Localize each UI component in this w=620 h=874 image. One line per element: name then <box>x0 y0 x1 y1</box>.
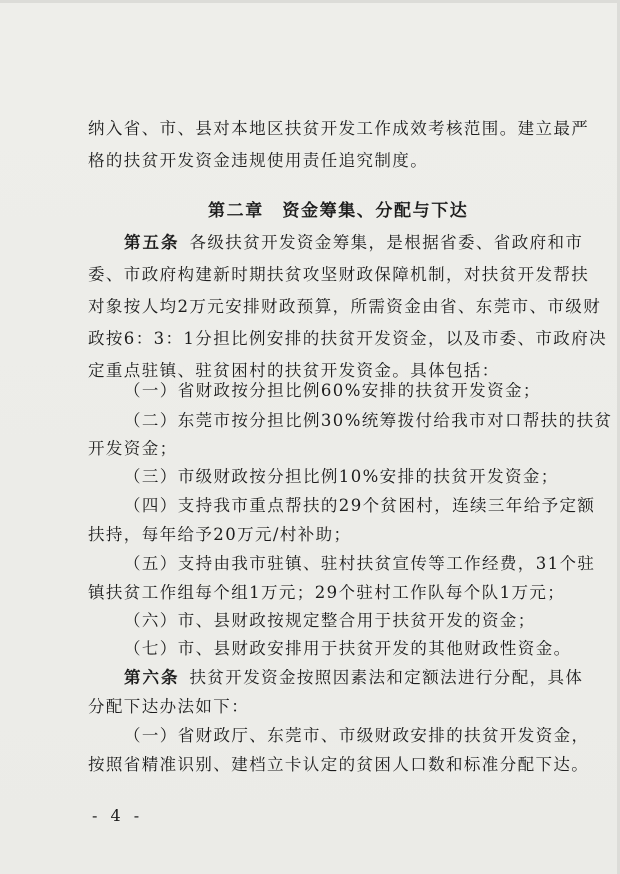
article5-item-4-cont: 扶持，每年给予20万元/村补助； <box>88 525 352 544</box>
article5-line: 委、市政府构建新时期扶贫攻坚财政保障机制，对扶贫开发帮扶 <box>88 265 590 284</box>
article6-first-line <box>124 667 583 689</box>
article5-item-3: （三）市级财政按分担比例10%安排的扶贫开发资金； <box>124 467 559 486</box>
chapter-heading: 第二章 资金筹集、分配与下达 <box>208 201 469 221</box>
article5-item-4: （四）支持我市重点帮扶的29个贫困村，连续三年给予定额 <box>124 496 596 515</box>
article6-line: 分配下达办法如下： <box>88 697 250 716</box>
article5-line: 政按6：3：1分担比例安排的扶贫开发资金，以及市委、市政府决 <box>88 329 607 348</box>
article5-item-1: （一）省财政按分担比例60%安排的扶贫开发资金； <box>124 381 541 400</box>
article5-first-line <box>124 232 583 254</box>
article5-first-text: 各级扶贫开发资金筹集，是根据省委、省政府和市 <box>189 233 584 252</box>
article6-item-1-cont: 按照省精准识别、建档立卡认定的贫困人口数和标准分配下达。 <box>88 755 590 774</box>
article6-label: 第六条 <box>124 668 180 687</box>
article5-label: 第五条 <box>124 233 180 252</box>
page-edge-top <box>0 0 620 3</box>
article6-item-1: （一）省财政厅、东莞市、市级财政安排的扶贫开发资金， <box>124 726 590 745</box>
page-number: - 4 - <box>92 806 144 825</box>
article5-item-6: （六）市、县财政按规定整合用于扶贫开发的资金； <box>124 611 536 630</box>
article5-item-5: （五）支持由我市驻镇、驻村扶贫宣传等工作经费，31个驻 <box>124 554 596 573</box>
article5-item-2-cont: 开发资金； <box>88 439 178 458</box>
article5-item-7: （七）市、县财政安排用于扶贫开发的其他财政性资金。 <box>124 639 572 658</box>
intro-line-1: 纳入省、市、县对本地区扶贫开发工作成效考核范围。建立最严 <box>88 119 590 138</box>
article5-line: 定重点驻镇、驻贫困村的扶贫开发资金。具体包括： <box>88 361 500 380</box>
article5-line: 对象按人均2万元安排财政预算，所需资金由省、东莞市、市级财 <box>88 297 602 316</box>
article5-item-2: （二）东莞市按分担比例30%统筹拨付给我市对口帮扶的扶贫 <box>124 411 613 430</box>
intro-line-2: 格的扶贫开发资金违规使用责任追究制度。 <box>88 151 429 170</box>
article6-first-text: 扶贫开发资金按照因素法和定额法进行分配，具体 <box>189 668 584 687</box>
article5-item-5-cont: 镇扶贫工作组每个组1万元；29个驻村工作队每个队1万元； <box>88 583 566 602</box>
